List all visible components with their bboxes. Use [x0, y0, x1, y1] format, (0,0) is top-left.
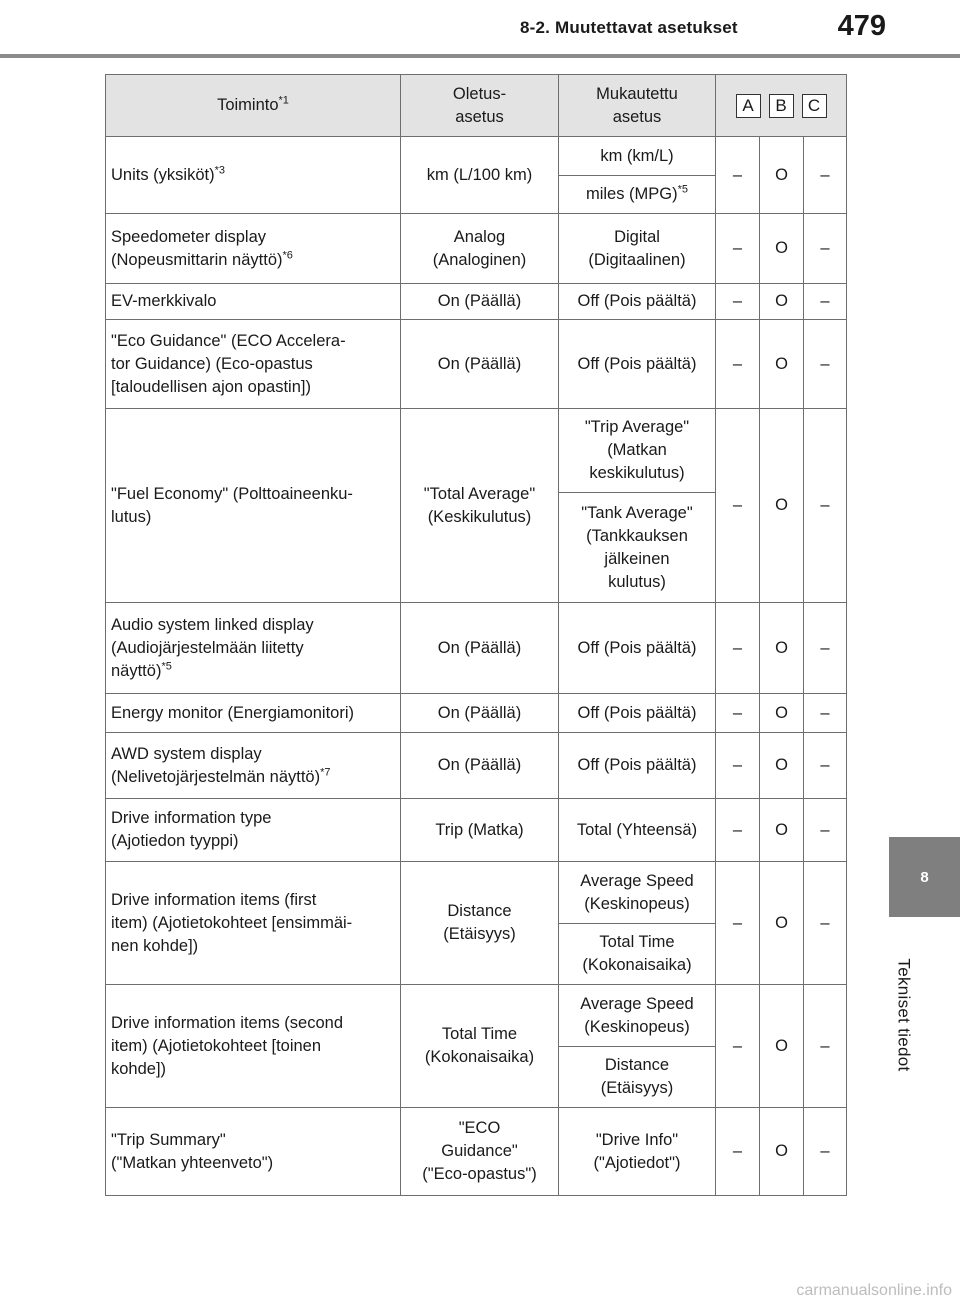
- table-row: [106, 862, 847, 924]
- cell-a: –: [716, 137, 760, 214]
- cell-function: "Eco Guidance" (ECO Accelera- tor Guidance) (Eco-opastus [taloudellisen ajon opastin]): [106, 320, 401, 409]
- header-custom: Mukautettu asetus: [559, 75, 716, 137]
- cell-custom: Off (Pois päältä): [559, 603, 716, 694]
- cell-function: Energy monitor (Energiamonitori): [106, 694, 401, 733]
- cell-custom: Off (Pois päältä): [559, 320, 716, 409]
- cell-b: O: [760, 1108, 804, 1196]
- cell-c: –: [804, 603, 847, 694]
- cell-default: On (Päällä): [401, 694, 559, 733]
- cell-default: "ECO Guidance" ("Eco-opastus"): [401, 1108, 559, 1196]
- cell-default: On (Päällä): [401, 284, 559, 320]
- settings-table: [105, 74, 847, 1196]
- cell-c: –: [804, 862, 847, 985]
- cell-b: O: [760, 799, 804, 862]
- page-number: 479: [837, 10, 886, 42]
- cell-custom: Off (Pois päältä): [559, 733, 716, 799]
- cell-c: –: [804, 409, 847, 603]
- chapter-tab: [889, 837, 960, 917]
- cell-b: O: [760, 409, 804, 603]
- cell-function: "Fuel Economy" (Polttoaineenku- lutus): [106, 409, 401, 603]
- header-divider: [0, 54, 960, 58]
- cell-default: Distance (Etäisyys): [401, 862, 559, 985]
- cell-custom: Distance (Etäisyys): [559, 1047, 716, 1108]
- table-row: [106, 694, 847, 733]
- cell-a: –: [716, 694, 760, 733]
- cell-b: O: [760, 214, 804, 284]
- cell-b: O: [760, 694, 804, 733]
- cell-custom: Total (Yhteensä): [559, 799, 716, 862]
- table-row: [106, 733, 847, 799]
- chapter-number: 8: [920, 868, 929, 886]
- chapter-label: [874, 925, 934, 1105]
- cell-a: –: [716, 862, 760, 985]
- cell-function: Units (yksiköt)$^{*3}$: [106, 137, 401, 214]
- cell-b: O: [760, 733, 804, 799]
- table-row: [106, 985, 847, 1047]
- cell-b: O: [760, 137, 804, 214]
- cell-a: –: [716, 1108, 760, 1196]
- cell-default: On (Päällä): [401, 733, 559, 799]
- cell-b: O: [760, 985, 804, 1108]
- cell-custom: km (km/L): [559, 137, 716, 176]
- cell-a: –: [716, 214, 760, 284]
- cell-b: O: [760, 862, 804, 985]
- table-row: [106, 320, 847, 409]
- cell-function: Drive information items (first item) (Ajotietokohteet [ensimmäi- nen kohde]): [106, 862, 401, 985]
- header-a-box: A: [736, 94, 761, 118]
- cell-custom: Total Time (Kokonaisaika): [559, 924, 716, 985]
- cell-custom: "Trip Average" (Matkan keskikulutus): [559, 409, 716, 493]
- cell-custom: "Drive Info" ("Ajotiedot"): [559, 1108, 716, 1196]
- cell-a: –: [716, 733, 760, 799]
- cell-c: –: [804, 320, 847, 409]
- cell-custom: Off (Pois päältä): [559, 284, 716, 320]
- header-c-box: C: [802, 94, 827, 118]
- cell-custom: miles (MPG)$^{*5}$: [559, 176, 716, 214]
- table-row: [106, 603, 847, 694]
- table-row: [106, 409, 847, 493]
- section-title: 8-2. Muutettavat asetukset: [520, 18, 738, 37]
- cell-a: –: [716, 799, 760, 862]
- cell-function: EV-merkkivalo: [106, 284, 401, 320]
- table-row: [106, 284, 847, 320]
- cell-function: Speedometer display (Nopeusmittarin näyttö)$^{*6}$: [106, 214, 401, 284]
- cell-a: –: [716, 985, 760, 1108]
- cell-function: "Trip Summary" ("Matkan yhteenveto"): [106, 1108, 401, 1196]
- cell-b: O: [760, 603, 804, 694]
- cell-c: –: [804, 284, 847, 320]
- header-b-box: B: [769, 94, 794, 118]
- cell-default: Analog (Analoginen): [401, 214, 559, 284]
- cell-default: Trip (Matka): [401, 799, 559, 862]
- cell-function: Drive information items (second item) (Ajotietokohteet [toinen kohde]): [106, 985, 401, 1108]
- cell-custom: "Tank Average" (Tankkauksen jälkeinen kulutus): [559, 493, 716, 603]
- cell-custom: Digital (Digitaalinen): [559, 214, 716, 284]
- table-header-row: [106, 75, 847, 137]
- cell-function: AWD system display (Nelivetojärjestelmän näyttö)$^{*7}$: [106, 733, 401, 799]
- cell-custom: Average Speed (Keskinopeus): [559, 862, 716, 924]
- table-row: [106, 137, 847, 176]
- cell-a: –: [716, 603, 760, 694]
- cell-c: –: [804, 694, 847, 733]
- cell-a: –: [716, 409, 760, 603]
- header-default: Oletus- asetus: [401, 75, 559, 137]
- cell-c: –: [804, 137, 847, 214]
- table-row: [106, 214, 847, 284]
- cell-default: km (L/100 km): [401, 137, 559, 214]
- cell-c: –: [804, 733, 847, 799]
- table-row: [106, 1108, 847, 1196]
- cell-function: Drive information type (Ajotiedon tyyppi): [106, 799, 401, 862]
- cell-default: On (Päällä): [401, 603, 559, 694]
- cell-b: O: [760, 320, 804, 409]
- cell-default: Total Time (Kokonaisaika): [401, 985, 559, 1108]
- cell-c: –: [804, 799, 847, 862]
- cell-default: On (Päällä): [401, 320, 559, 409]
- cell-c: –: [804, 214, 847, 284]
- header-abc: [716, 75, 847, 137]
- cell-custom: Average Speed (Keskinopeus): [559, 985, 716, 1047]
- cell-a: –: [716, 284, 760, 320]
- cell-b: O: [760, 284, 804, 320]
- header-function: Toiminto$^{*1}$: [106, 75, 401, 137]
- table-row: [106, 799, 847, 862]
- cell-a: –: [716, 320, 760, 409]
- chapter-label-text: Tekniset tiedot: [895, 958, 914, 1072]
- cell-function: Audio system linked display (Audiojärjestelmään liitetty näyttö)$^{*5}$: [106, 603, 401, 694]
- watermark: carmanualsonline.info: [796, 1282, 952, 1299]
- cell-c: –: [804, 1108, 847, 1196]
- cell-c: –: [804, 985, 847, 1108]
- cell-custom: Off (Pois päältä): [559, 694, 716, 733]
- cell-default: "Total Average" (Keskikulutus): [401, 409, 559, 603]
